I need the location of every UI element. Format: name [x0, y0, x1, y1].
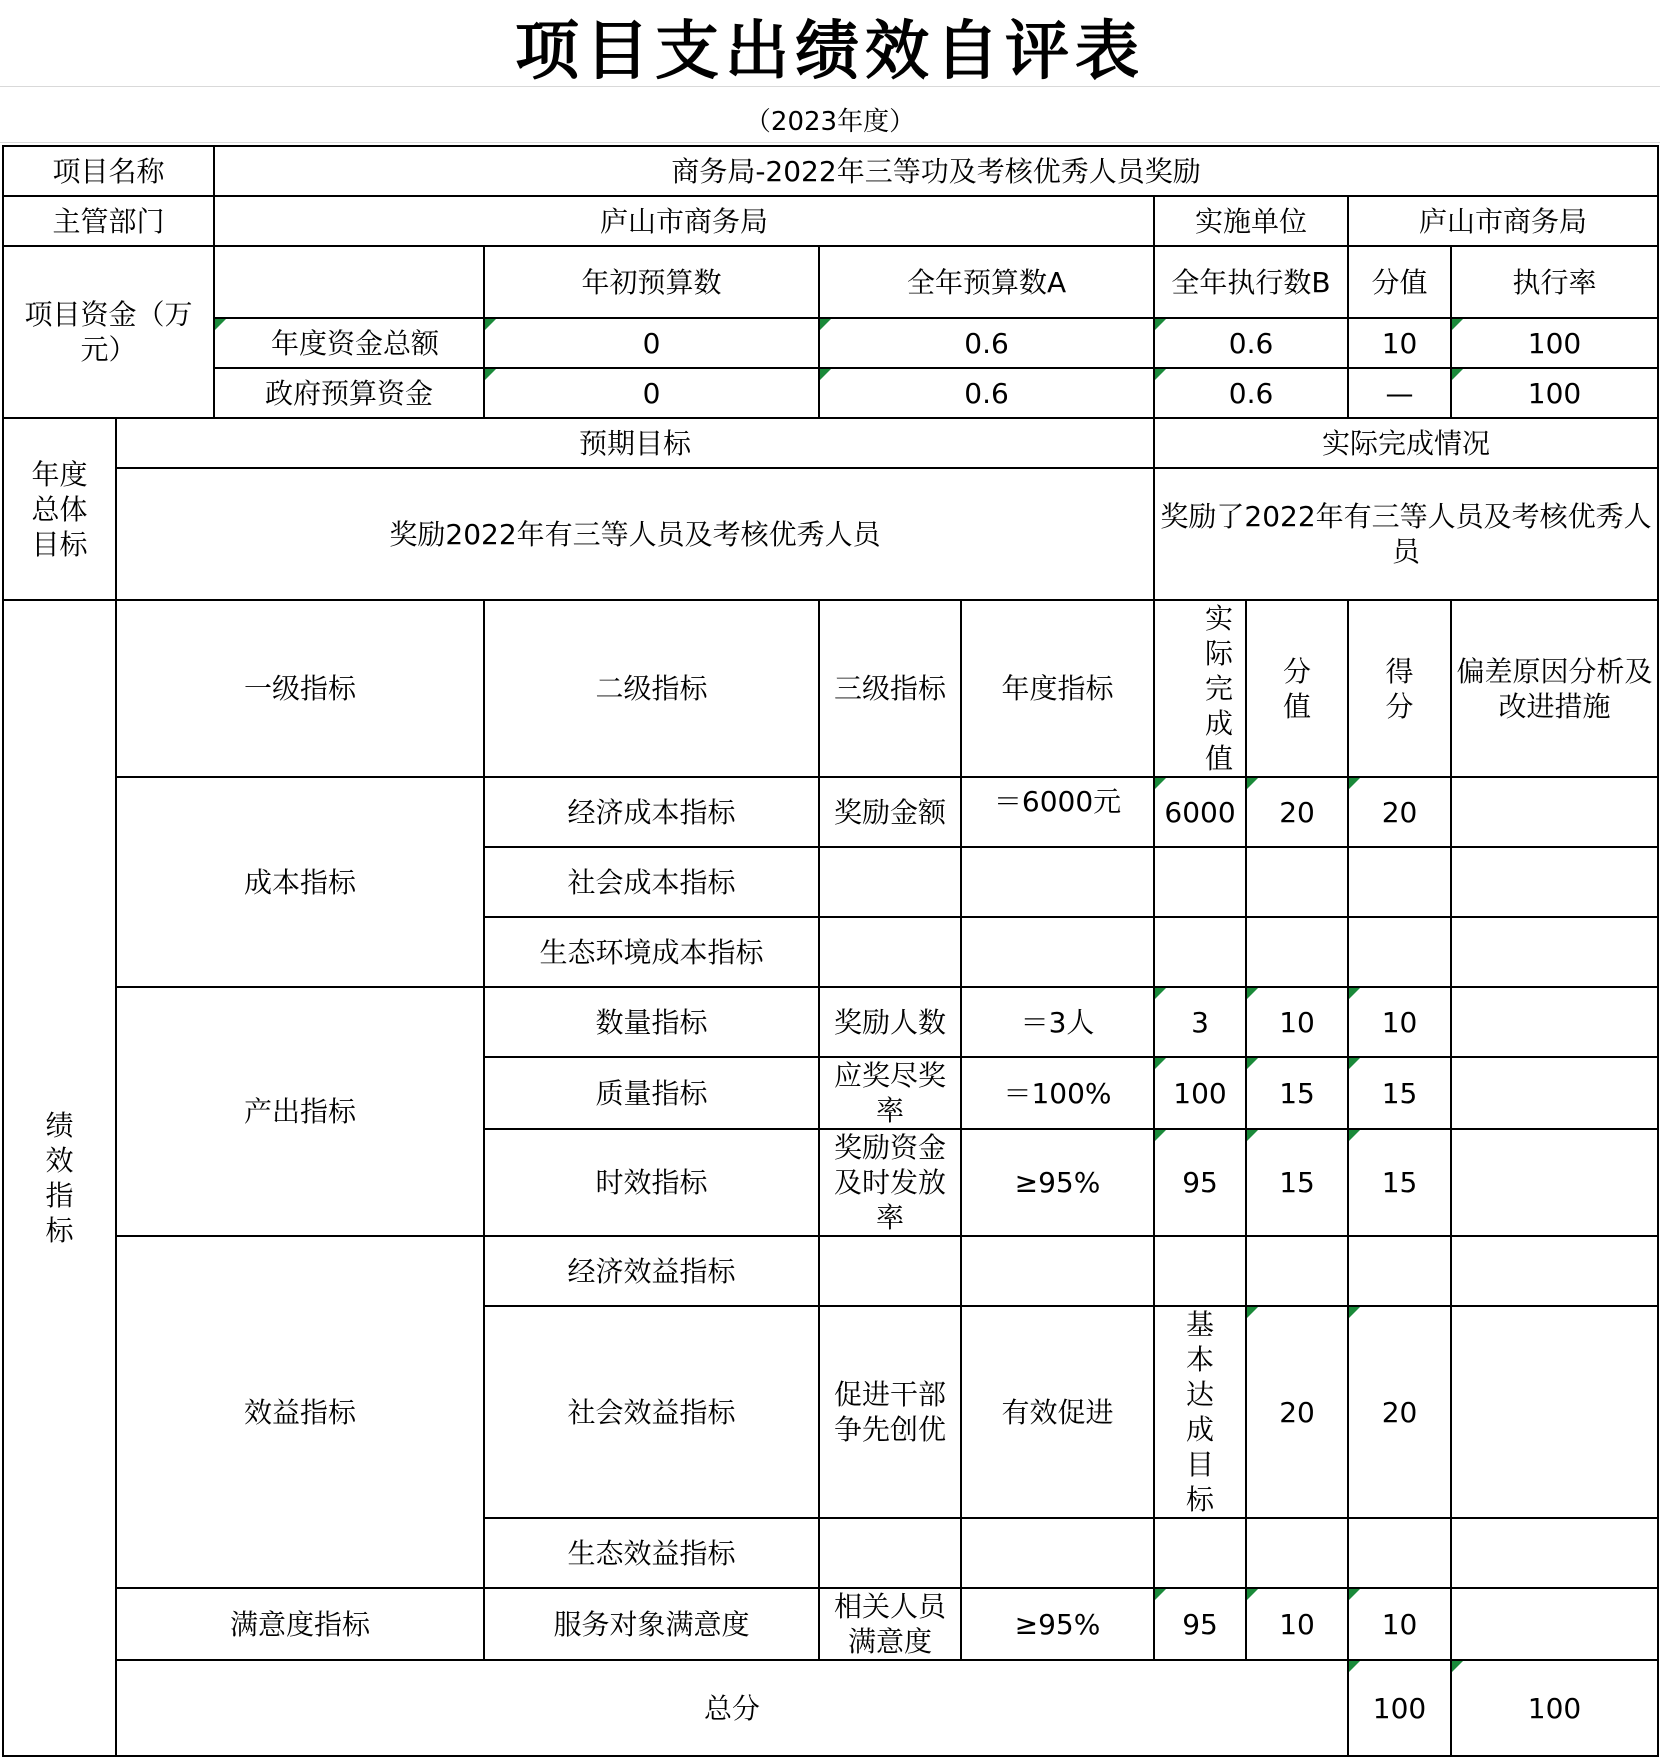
perf-score-cell[interactable]: 10 [1348, 987, 1451, 1057]
perf-note-cell[interactable] [1451, 1129, 1658, 1236]
perf-header-actual: 实际完成值 [1154, 600, 1246, 777]
perf-weight-cell[interactable]: 15 [1246, 1129, 1348, 1236]
goal-header-row [3, 418, 1658, 468]
perf-actual-cell[interactable]: 基本达成目标 [1154, 1306, 1246, 1518]
perf-score-cell[interactable]: 20 [1348, 1306, 1451, 1518]
perf-header-l3: 三级指标 [819, 600, 961, 777]
perf-score-cell[interactable] [1348, 847, 1451, 917]
perf-row [3, 777, 1658, 847]
funds-header-executed: 全年执行数B [1154, 246, 1348, 318]
perf-note-cell[interactable] [1451, 1306, 1658, 1518]
perf-l2-cell: 经济成本指标 [484, 777, 819, 847]
perf-header-weight: 分值 [1246, 600, 1348, 777]
perf-label: 绩效指标 [3, 600, 116, 1756]
perf-note-cell[interactable] [1451, 987, 1658, 1057]
perf-note-cell[interactable] [1451, 847, 1658, 917]
funds-row-name: 年度资金总额 [214, 318, 484, 368]
funds-initial-cell[interactable]: 0 [484, 318, 819, 368]
perf-l3-cell[interactable]: 奖励人数 [819, 987, 961, 1057]
perf-actual-cell[interactable]: 95 [1154, 1129, 1246, 1236]
perf-weight-cell[interactable] [1246, 1518, 1348, 1588]
perf-l2-cell: 社会成本指标 [484, 847, 819, 917]
funds-row-total [3, 318, 1658, 368]
perf-actual-cell[interactable] [1154, 1518, 1246, 1588]
perf-actual-cell[interactable]: 6000 [1154, 777, 1246, 847]
perf-weight-cell[interactable] [1246, 917, 1348, 987]
perf-score-cell[interactable] [1348, 917, 1451, 987]
perf-weight-cell[interactable]: 10 [1246, 1588, 1348, 1660]
perf-score-cell[interactable] [1348, 1518, 1451, 1588]
funds-header-annual: 全年预算数A [819, 246, 1154, 318]
perf-l3-cell[interactable]: 应奖尽奖率 [819, 1057, 961, 1129]
perf-l1-cell: 产出指标 [116, 987, 484, 1236]
perf-actual-cell[interactable]: 3 [1154, 987, 1246, 1057]
perf-l2-cell: 时效指标 [484, 1129, 819, 1236]
perf-score-cell[interactable]: 15 [1348, 1057, 1451, 1129]
dept-value[interactable]: 庐山市商务局 [214, 196, 1154, 246]
perf-score-cell[interactable]: 20 [1348, 777, 1451, 847]
perf-l2-cell: 数量指标 [484, 987, 819, 1057]
perf-score-cell[interactable] [1348, 1236, 1451, 1306]
funds-annual-cell[interactable]: 0.6 [819, 368, 1154, 418]
funds-executed-cell[interactable]: 0.6 [1154, 368, 1348, 418]
perf-weight-cell[interactable] [1246, 847, 1348, 917]
perf-score-cell[interactable]: 15 [1348, 1129, 1451, 1236]
total-weight-cell[interactable]: 100 [1348, 1660, 1451, 1756]
perf-actual-cell[interactable] [1154, 847, 1246, 917]
perf-note-cell[interactable] [1451, 1236, 1658, 1306]
perf-l3-cell[interactable] [819, 917, 961, 987]
perf-l2-cell: 生态环境成本指标 [484, 917, 819, 987]
funds-row-gov [3, 368, 1658, 418]
perf-l2-cell: 生态效益指标 [484, 1518, 819, 1588]
department-row [3, 196, 1658, 246]
goal-label: 年度总体目标 [3, 418, 116, 600]
goal-actual-text[interactable]: 奖励了2022年有三等人员及考核优秀人员 [1154, 468, 1658, 600]
perf-target-cell[interactable]: ≥95% [961, 1588, 1154, 1660]
perf-target-cell[interactable]: ＝100% [961, 1057, 1154, 1129]
page-title: 项目支出绩效自评表 [515, 14, 1145, 89]
perf-actual-cell[interactable]: 95 [1154, 1588, 1246, 1660]
perf-l2-cell: 社会效益指标 [484, 1306, 819, 1518]
funds-rate-cell[interactable]: 100 [1451, 318, 1658, 368]
funds-initial-cell[interactable]: 0 [484, 368, 819, 418]
dept-label: 主管部门 [3, 196, 214, 246]
perf-row [3, 1588, 1658, 1660]
funds-executed-cell[interactable]: 0.6 [1154, 318, 1348, 368]
project-name-row [3, 146, 1658, 196]
perf-l2-cell: 服务对象满意度 [484, 1588, 819, 1660]
perf-header-target: 年度指标 [961, 600, 1154, 777]
perf-target-cell[interactable] [961, 847, 1154, 917]
year-subtitle: （2023年度） [744, 106, 916, 137]
funds-header-blank [214, 246, 484, 318]
perf-l3-cell[interactable]: 奖励资金及时发放率 [819, 1129, 961, 1236]
perf-row [3, 1236, 1658, 1306]
funds-rate-cell[interactable]: 100 [1451, 368, 1658, 418]
project-name-value[interactable]: 商务局-2022年三等功及考核优秀人员奖励 [214, 146, 1658, 196]
perf-l2-cell: 质量指标 [484, 1057, 819, 1129]
perf-actual-cell[interactable]: 100 [1154, 1057, 1246, 1129]
perf-l1-cell: 成本指标 [116, 777, 484, 987]
perf-note-cell[interactable] [1451, 777, 1658, 847]
perf-weight-cell[interactable]: 15 [1246, 1057, 1348, 1129]
perf-weight-cell[interactable]: 10 [1246, 987, 1348, 1057]
perf-score-cell[interactable]: 10 [1348, 1588, 1451, 1660]
total-label: 总分 [116, 1660, 1348, 1756]
funds-header-weight: 分值 [1348, 246, 1451, 318]
perf-actual-cell[interactable] [1154, 1236, 1246, 1306]
funds-header-initial: 年初预算数 [484, 246, 819, 318]
funds-header-row [3, 246, 1658, 318]
perf-weight-cell[interactable] [1246, 1236, 1348, 1306]
perf-target-cell[interactable]: 有效促进 [961, 1306, 1154, 1518]
funds-label: 项目资金（万元） [3, 246, 214, 418]
project-name-label: 项目名称 [3, 146, 214, 196]
goal-actual-header: 实际完成情况 [1154, 418, 1658, 468]
perf-target-cell[interactable] [961, 1236, 1154, 1306]
perf-target-cell[interactable]: ＝3人 [961, 987, 1154, 1057]
perf-header-row [3, 600, 1658, 777]
impl-label: 实施单位 [1154, 196, 1348, 246]
sheet-gridline [0, 142, 1660, 143]
perf-l3-cell[interactable]: 奖励金额 [819, 777, 961, 847]
perf-note-cell[interactable] [1451, 917, 1658, 987]
total-score-cell[interactable]: 100 [1451, 1660, 1658, 1756]
goal-content-row [3, 468, 1658, 600]
goal-expected-text[interactable]: 奖励2022年有三等人员及考核优秀人员 [116, 468, 1154, 600]
perf-actual-cell[interactable] [1154, 917, 1246, 987]
performance-evaluation-table [2, 145, 1659, 1757]
funds-weight-cell[interactable]: 10 [1348, 318, 1451, 368]
goal-expected-header: 预期目标 [116, 418, 1154, 468]
perf-l2-cell: 经济效益指标 [484, 1236, 819, 1306]
perf-note-cell[interactable] [1451, 1588, 1658, 1660]
perf-l1-cell: 效益指标 [116, 1236, 484, 1588]
impl-value[interactable]: 庐山市商务局 [1348, 196, 1658, 246]
perf-header-note: 偏差原因分析及改进措施 [1451, 600, 1658, 777]
funds-annual-cell[interactable]: 0.6 [819, 318, 1154, 368]
perf-row [3, 987, 1658, 1057]
perf-l3-cell[interactable] [819, 1236, 961, 1306]
perf-target-cell[interactable] [961, 917, 1154, 987]
total-row [3, 1660, 1658, 1756]
funds-row-name: 政府预算资金 [214, 368, 484, 418]
perf-note-cell[interactable] [1451, 1518, 1658, 1588]
funds-weight-cell[interactable]: — [1348, 368, 1451, 418]
perf-l3-cell[interactable] [819, 847, 961, 917]
perf-target-cell[interactable] [961, 1518, 1154, 1588]
funds-header-rate: 执行率 [1451, 246, 1658, 318]
perf-header-l2: 二级指标 [484, 600, 819, 777]
perf-header-l1: 一级指标 [116, 600, 484, 777]
perf-l3-cell[interactable] [819, 1518, 961, 1588]
perf-l3-cell[interactable]: 促进干部争先创优 [819, 1306, 961, 1518]
perf-note-cell[interactable] [1451, 1057, 1658, 1129]
perf-weight-cell[interactable]: 20 [1246, 1306, 1348, 1518]
perf-target-cell[interactable]: ＝6000元 [961, 777, 1154, 847]
perf-weight-cell[interactable]: 20 [1246, 777, 1348, 847]
perf-l1-cell: 满意度指标 [116, 1588, 484, 1660]
perf-target-cell[interactable]: ≥95% [961, 1129, 1154, 1236]
perf-header-score: 得分 [1348, 600, 1451, 777]
perf-l3-cell[interactable]: 相关人员满意度 [819, 1588, 961, 1660]
